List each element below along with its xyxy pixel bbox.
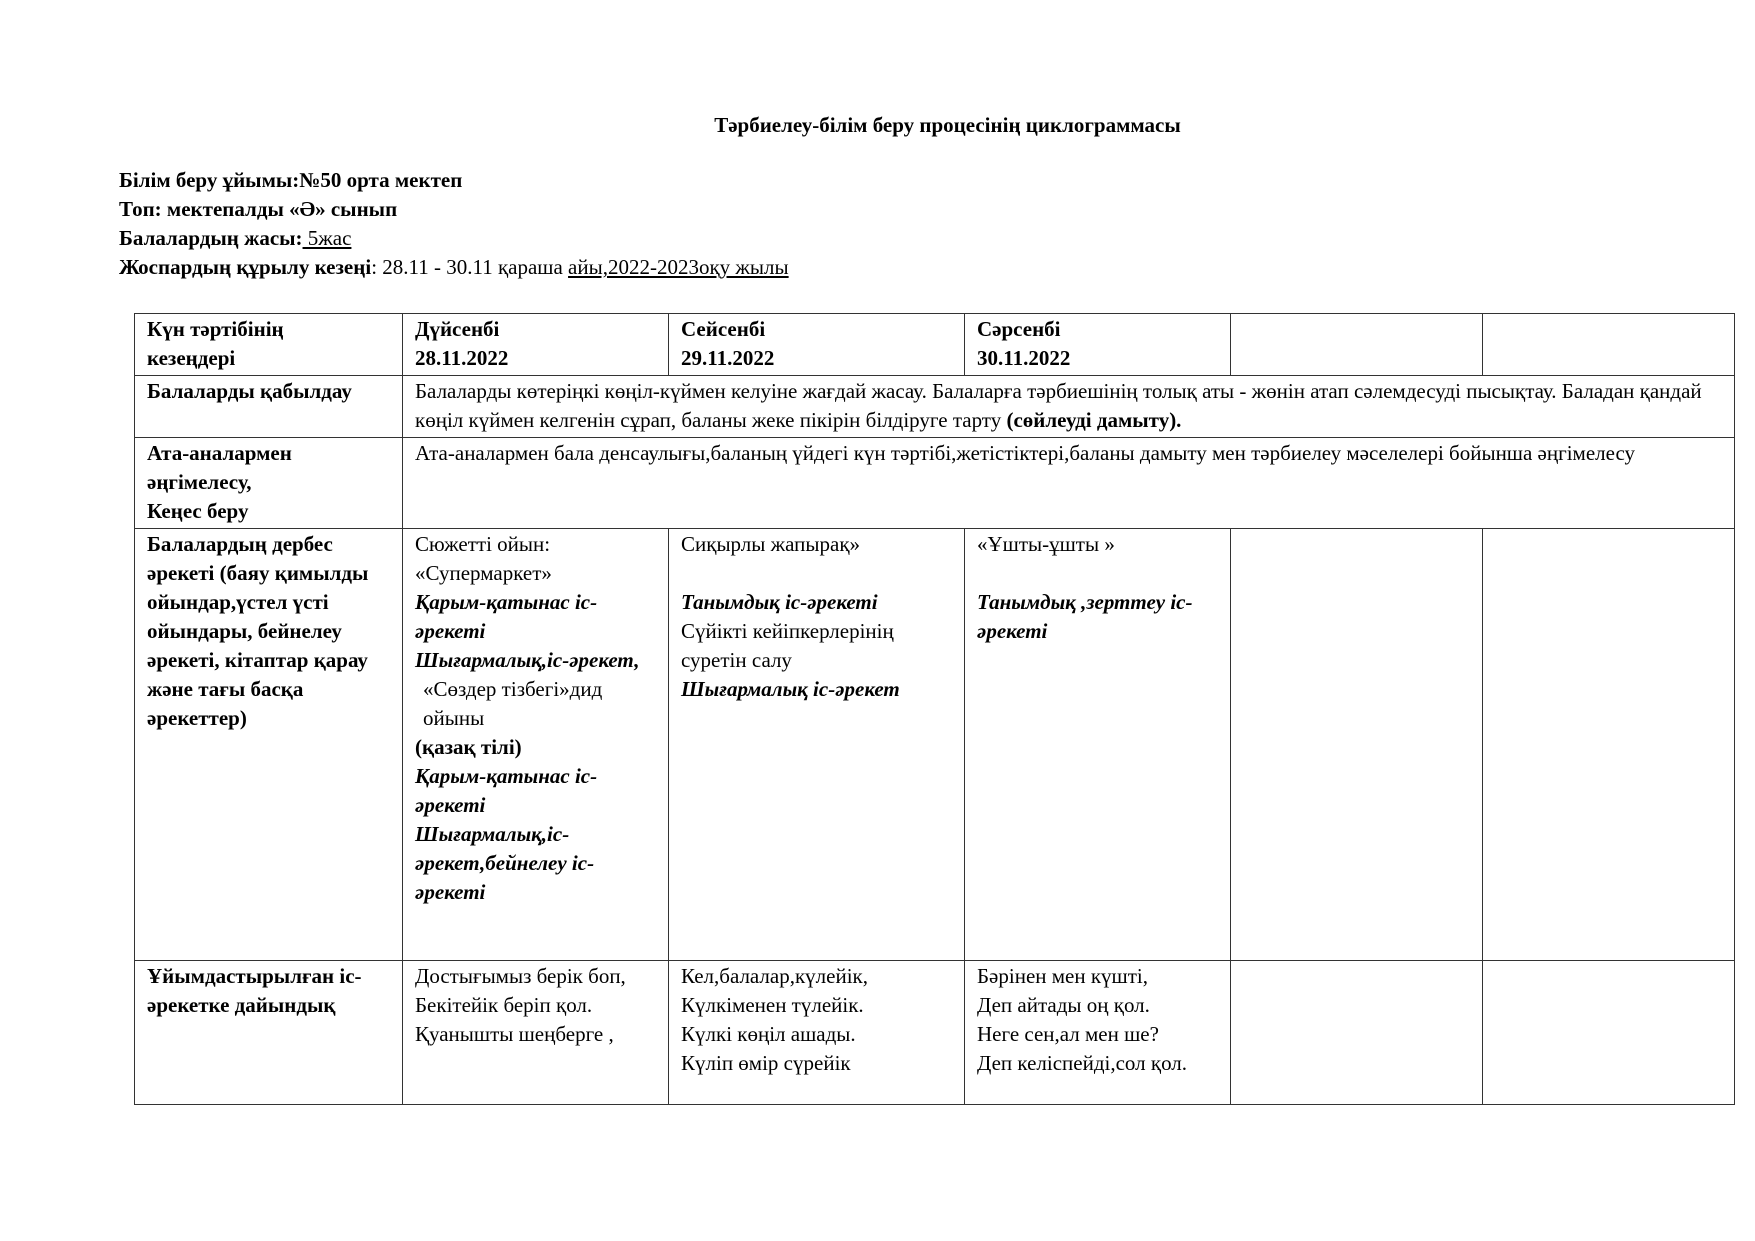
independent-label-cell — [135, 529, 403, 961]
parents-label-line2: әңгімелесу, — [147, 470, 252, 494]
document-meta — [119, 166, 789, 282]
table-row-parents — [135, 438, 1735, 529]
parents-text: Ата-аналармен бала денсаулығы,баланың үйдегі күн тәртібі,жетістіктері,баланы дамыту мен тәрбиелеу мәселелері бойынша әңгімелесу — [415, 441, 1636, 465]
prep-label-cell — [135, 961, 403, 1105]
parents-label-cell — [135, 438, 403, 529]
prep-mon-line: Қуанышты шеңберге , — [415, 1022, 614, 1046]
table-row-reception — [135, 376, 1735, 438]
prep-wed-line: Деп келіспейді,сол қол. — [977, 1051, 1188, 1075]
prep-tuesday-cell — [669, 961, 965, 1105]
reception-text: Балаларды көтеріңкі көңіл-күймен келуіне жағдай жасау. Балаларға тәрбиешінің толық аты - жөнін атап сәлемдесуді пысықтау. Баладан қандай көңіл күймен келгенін сұрап, баланы жеке пікірін білдіруге тарту — [415, 379, 1702, 432]
header-wednesday-day: Сәрсенбі — [977, 317, 1061, 341]
age-line — [119, 224, 789, 253]
prep-tue-line: Күлкі көңіл ашады. — [681, 1022, 856, 1046]
independent-empty-cell-1 — [1231, 529, 1483, 961]
document-title: Тәрбиелеу-білім беру процесінің циклограммасы — [714, 113, 1181, 137]
prep-wed-line: Деп айтады оң қол. — [977, 993, 1150, 1017]
mon-game-2-text: «Сөздер тізбегі»дид ойыны — [423, 677, 603, 730]
header-wednesday-cell — [965, 314, 1231, 376]
header-wednesday-date: 30.11.2022 — [977, 346, 1071, 370]
prep-empty-cell-2 — [1483, 961, 1735, 1105]
wed-spacer — [977, 559, 1220, 588]
header-monday-day: Дүйсенбі — [415, 317, 500, 341]
period-value: : 28.11 - 30.11 қараша — [371, 255, 569, 279]
prep-mon-line: Достығымыз берік боп, — [415, 964, 626, 988]
reception-text-bold: (сөйлеуді дамыту). — [1006, 408, 1182, 432]
mon-activity-3: Қарым-қатынас іс-әрекеті — [415, 764, 598, 817]
parents-text-cell — [403, 438, 1735, 529]
org-value: №50 орта мектеп — [299, 168, 463, 192]
period-line — [119, 253, 789, 282]
mon-activity-4: Шығармалық,іс-әрекет,бейнелеу іс-әрекеті — [415, 822, 595, 904]
prep-monday-cell — [403, 961, 669, 1105]
prep-tue-line: Күліп өмір сүрейік — [681, 1051, 851, 1075]
wed-title: «Ұшты-ұшты » — [977, 532, 1115, 556]
mon-activity-2: Шығармалық,іс-әрекет, — [415, 648, 640, 672]
independent-monday-cell — [403, 529, 669, 961]
mon-game: Сюжетті ойын: «Супермаркет» — [415, 532, 552, 585]
prep-wed-line: Неге сен,ал мен ше? — [977, 1022, 1159, 1046]
header-monday-date: 28.11.2022 — [415, 346, 509, 370]
independent-tuesday-cell — [669, 529, 965, 961]
reception-label-cell — [135, 376, 403, 438]
header-tuesday-date: 29.11.2022 — [681, 346, 775, 370]
reception-label: Балаларды қабылдау — [147, 379, 352, 403]
period-label: Жоспардың құрылу кезеңі — [119, 255, 372, 279]
header-stage-cell — [135, 314, 403, 376]
header-empty-cell-1 — [1231, 314, 1483, 376]
header-monday-cell — [403, 314, 669, 376]
mon-game-2-bold: (қазақ тілі) — [415, 735, 522, 759]
tue-spacer — [681, 559, 954, 588]
mon-activity-1: Қарым-қатынас іс-әрекеті — [415, 590, 598, 643]
prep-empty-cell-1 — [1231, 961, 1483, 1105]
mon-game-2 — [415, 675, 658, 762]
age-label: Балалардың жасы: — [119, 226, 303, 250]
independent-wednesday-cell — [965, 529, 1231, 961]
org-line — [119, 166, 789, 195]
header-stage-line2: кезеңдері — [147, 346, 236, 370]
parents-label-line3: Кеңес беру — [147, 499, 249, 523]
header-stage-line1: Күн тәртібінің — [147, 317, 284, 341]
header-tuesday-cell — [669, 314, 965, 376]
prep-wednesday-cell — [965, 961, 1231, 1105]
header-tuesday-day: Сейсенбі — [681, 317, 766, 341]
group-line — [119, 195, 789, 224]
prep-wed-line: Бәрінен мен күшті, — [977, 964, 1148, 988]
group-label: Топ: мектепалды «Ә» сынып — [119, 197, 398, 221]
period-value-underlined: айы,2022-2023оқу жылы — [568, 255, 789, 279]
independent-empty-cell-2 — [1483, 529, 1735, 961]
cyclogram-table — [134, 313, 1735, 1105]
tue-activity-2: Шығармалық іс-әрекет — [681, 677, 900, 701]
header-empty-cell-2 — [1483, 314, 1735, 376]
table-row-independent — [135, 529, 1735, 961]
tue-activity-1: Танымдық іс-әрекеті — [681, 590, 878, 614]
wed-activity-1: Танымдық ,зерттеу іс-әрекеті — [977, 590, 1193, 643]
table-header-row — [135, 314, 1735, 376]
prep-mon-line: Бекітейік беріп қол. — [415, 993, 593, 1017]
prep-tue-line: Күлкіменен түлейік. — [681, 993, 864, 1017]
prep-label: Ұйымдастырылған іс-әрекетке дайындық — [147, 964, 362, 1017]
prep-tue-line: Кел,балалар,күлейік, — [681, 964, 869, 988]
reception-text-cell — [403, 376, 1735, 438]
independent-label: Балалардың дербес әрекеті (баяу қимылды ойындар,үстел үсті ойындары, бейнелеу әрекеті, кітаптар қарау және тағы басқа әрекеттер) — [147, 532, 369, 730]
age-value: 5жас — [302, 226, 352, 250]
parents-label-line1: Ата-аналармен — [147, 441, 292, 465]
table-row-prep — [135, 961, 1735, 1105]
org-label: Білім беру ұйымы: — [119, 168, 300, 192]
tue-text: Сүйікті кейіпкерлерінің суретін салу — [681, 619, 894, 672]
tue-title: Сиқырлы жапырақ» — [681, 532, 861, 556]
